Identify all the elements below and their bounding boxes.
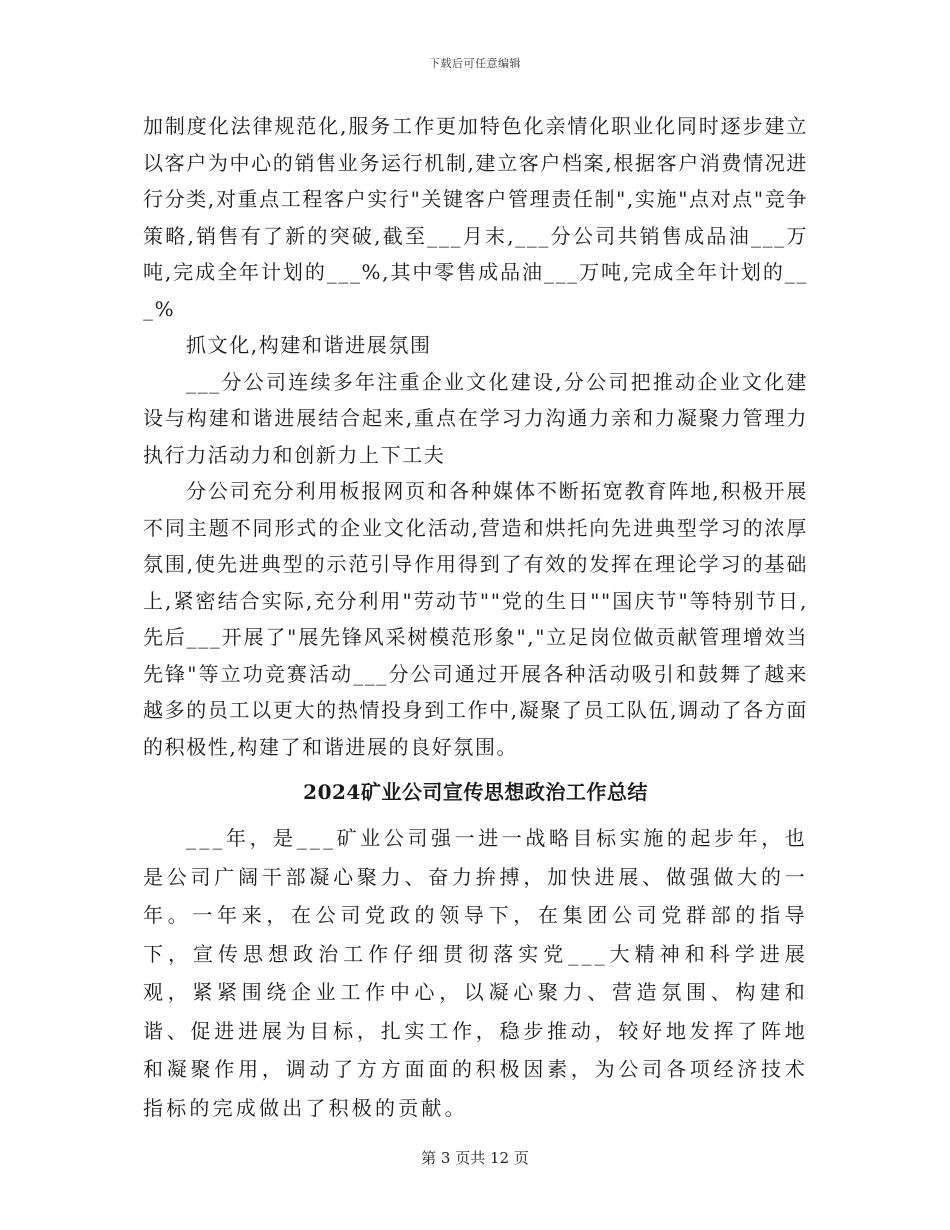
paragraph-culture-activities: 分公司充分利用板报网页和各种媒体不断拓宽教育阵地,积极开展不同主题不同形式的企业文化活动,营造和烘托向先进典型学习的浓厚氛围,使先进典型的示范引导作用得到了有效的发挥在理论学习的基础上,紧密结合实际,充分利用"劳动节""党的生日""国庆节"等特别节日,先后___开展了"展先锋风采树模范形象","立足岗位做贡献管理增效当先锋"等立功竞赛活动___分公司通过开展各种活动吸引和鼓舞了越来越多的员工以更大的热情投身到工作中,凝聚了员工队伍,调动了各方面的积极性,构建了和谐进展的良好氛围。 bbox=[143, 479, 808, 759]
paragraph-summary-intro: ___年，是___矿业公司强一进一战略目标实施的起步年，也是公司广阔干部凝心聚力、奋力拚搏，加快进展、做强做大的一年。一年来，在公司党政的领导下，在集团公司党群部的指导下，宣传思想政治工作仔细贯彻落实党___大精神和科学进展观，紧紧围绕企业工作中心，以凝心聚力、营造氛围、构建和谐、促进进展为目标，扎实工作，稳步推动，较好地发挥了阵地和凝聚作用，调动了方方面面的积极因素，为公司各项经济技术指标的完成做出了积极的贡献。 bbox=[143, 826, 808, 1120]
document-body bbox=[143, 108, 808, 1127]
page-number: 第 3 页共 12 页 bbox=[421, 1149, 529, 1167]
paragraph-culture-building: ___分公司连续多年注重企业文化建设,分公司把推动企业文化建设与构建和谐进展结合起来,重点在学习力沟通力亲和力凝聚力管理力执行力活动力和创新力上下工夫 bbox=[143, 369, 808, 467]
document-title: 2024矿业公司宣传思想政治工作总结 bbox=[303, 780, 648, 804]
summary-section bbox=[143, 819, 808, 1127]
paragraph-culture-heading: 抓文化,构建和谐进展氛围 bbox=[186, 333, 432, 357]
paragraph-sales: 加制度化法律规范化,服务工作更加特色化亲情化职业化同时逐步建立以客户为中心的销售业务运行机制,建立客户档案,根据客户消费情况进行分类,对重点工程客户实行"关键客户管理责任制",实施"点对点"竞争策略,销售有了新的突破,截至___月末,___分公司共销售成品油___万吨,完成全年计划的___%,其中零售成品油___万吨,完成全年计划的___% bbox=[143, 114, 808, 321]
page-header: 下载后可任意编辑 bbox=[429, 57, 521, 70]
